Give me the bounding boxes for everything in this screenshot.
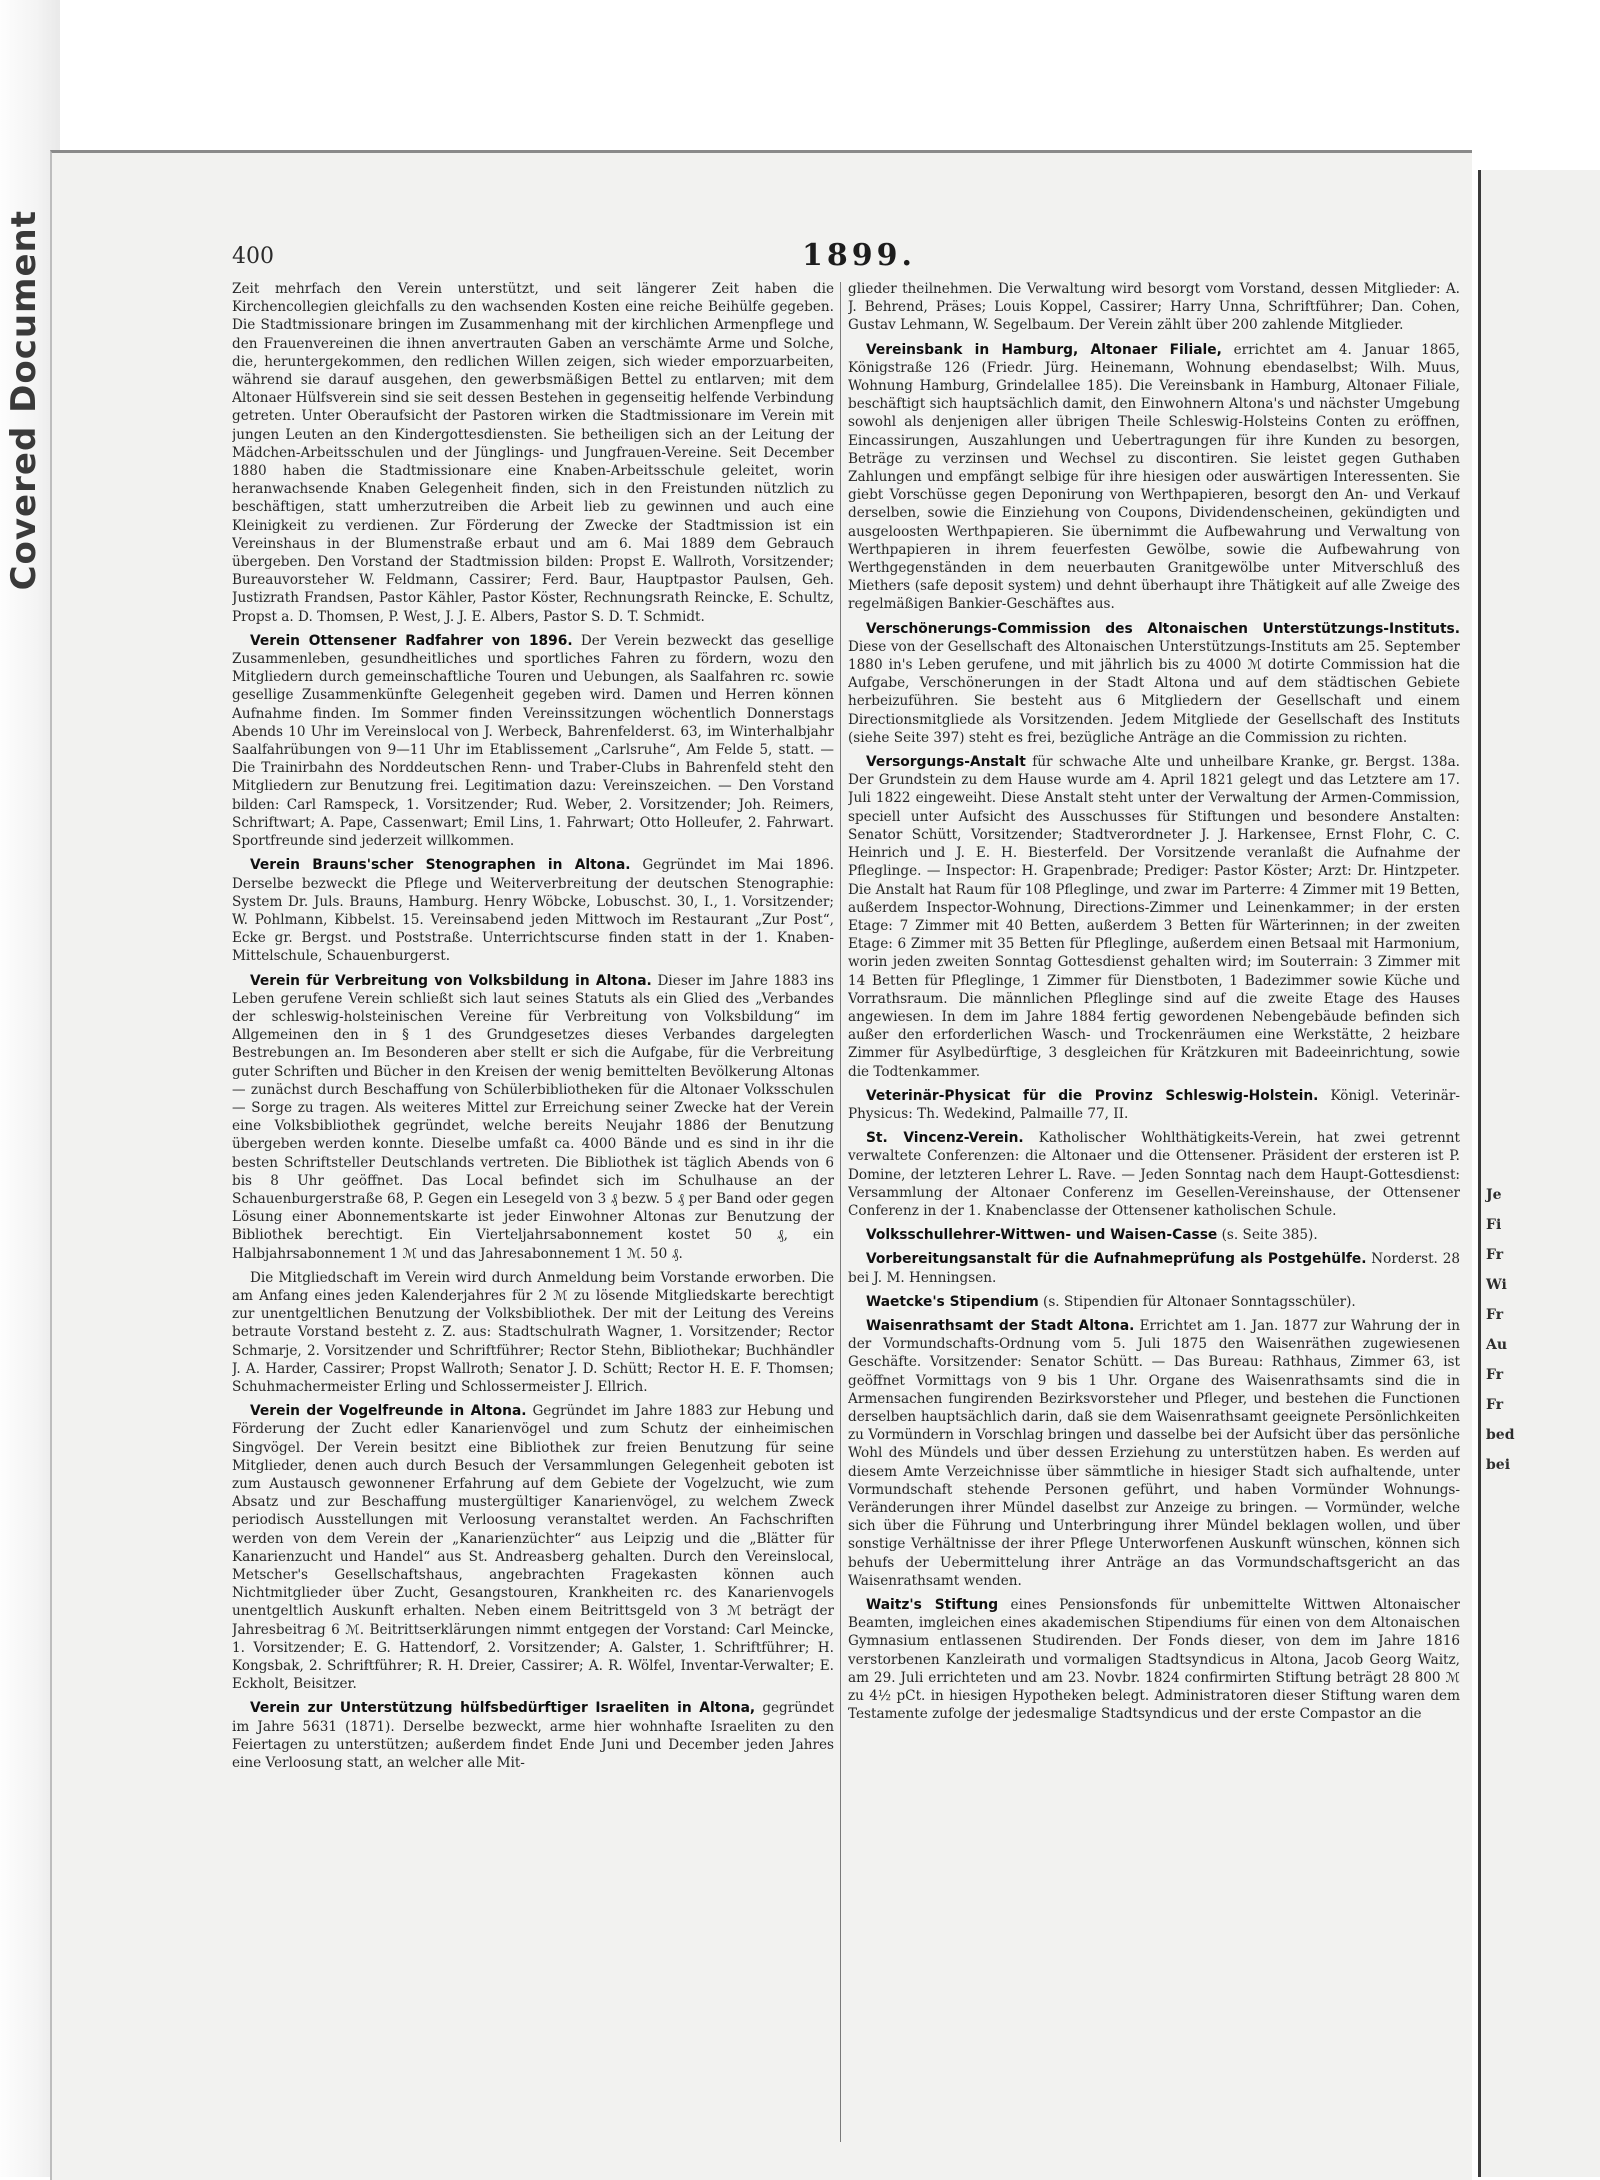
entry-heading: Verein Ottensener Radfahrer von 1896. xyxy=(250,632,573,649)
entry-vereinsbank xyxy=(848,341,1460,614)
entry-text: Königl. Veterinär-Physicus: Th. Wedekind, Palmaille 77, II. xyxy=(848,1087,1460,1122)
entry-heading: Verein Brauns'scher Stenographen in Altona. xyxy=(250,857,631,874)
entry-waisenrathsamt xyxy=(848,1317,1460,1590)
adjacent-page-strip xyxy=(1478,170,1600,2177)
entry-waisen-casse xyxy=(848,1226,1460,1244)
entry-text: Errichtet am 1. Jan. 1877 zur Wahrung der in der Vormundschafts-Ordnung vom 5. Juli 1875 den Waisenräthen zugewiesenen Geschäfte. Vorsitzender: Senator Schütt. — Das Bureau: Rathhaus, Zimmer 63, ist geöffnet Vormittags von 9 bis 1 Uhr. Organe des Waisenrathsamts sind die in Armensachen fungirenden Bezirksvorsteher und Pfleger, und bestehen die Functionen derselben hauptsächlich darin, daß sie dem Waisenrathsamt geeignete Persönlichkeiten zu Vormündern in Vorschlag bringen und dasselbe bei der Aufsicht über das persönliche Wohl des Mündels und über dessen Erziehung zu unterstützen haben. Es werden auf diesem Amte Verzeichnisse über sämmtliche in hiesiger Stadt sich aufhaltende, unter Vormundschaft stehende Personen geführt, und haben Vormünder Wohnungs-Veränderungen ihrer Mündel daselbst zur Anzeige zu bringen. — Vormünder, welche sich über die Führung und Unterbringung ihrer Mündel beklagen wollen, und über sonstige Verhältnisse der ihrer Pflege Unterworfenen Auskunft wünschen, können sich behufs der Uebermittelung ihrer Anträge an das Vormundschaftsgericht an das Waisenrathsamt wenden. xyxy=(848,1317,1460,1589)
adjacent-page-fragments xyxy=(1486,1180,1596,1480)
entry-heading: Vereinsbank in Hamburg, Altonaer Filiale, xyxy=(866,341,1222,358)
entry-heading: Waetcke's Stipendium xyxy=(866,1293,1039,1310)
entry-postgehuelfe xyxy=(848,1250,1460,1286)
left-column xyxy=(232,280,834,2150)
entry-veterinaer xyxy=(848,1087,1460,1123)
entry-text: Der Verein bezweckt das gesellige Zusammenleben, gesundheitliches und sportliches Fahren zu fördern, wozu den Mitgliedern durch gemeinschaftliche Touren und Uebungen, als Saalfahren rc. sowie gesellige Zusammenkünfte Gelegenheit gegeben wird. Damen und Herren können Aufnahme finden. Im Sommer finden Vereinssitzungen wöchentlich Donnerstags Abends 10 Uhr im Vereinslocal von J. Werbeck, Bahrenfelderst. 63, im Winterhalbjahr Saalfahrübungen von 9—11 Uhr im Etablissement „Carlsruhe“, Am Felde 5, statt. — Die Trainirbahn des Norddeutschen Renn- und Traber-Clubs in Bahrenfeld steht den Mitgliedern zur Benutzung frei. Legitimation dazu: Vereinszeichen. — Den Vorstand bilden: Carl Ramspeck, 1. Vorsitzender; Rud. Weber, 2. Vorsitzender; Joh. Reimers, Schriftwart; A. Pape, Cassenwart; Emil Lins, 1. Fahrwart; Otto Holleufer, 2. Fahrwart. Sportfreunde sind jederzeit willkommen. xyxy=(232,632,834,850)
entry-versorgungsanstalt xyxy=(848,753,1460,1081)
fragment: Au xyxy=(1486,1337,1508,1353)
entry-heading: Verschönerungs-Commission des Altonaischen Unterstützungs-Instituts. xyxy=(866,620,1460,637)
entry-volksbildung xyxy=(232,972,834,1263)
entry-text: gegründet im Jahre 5631 (1871). Derselbe bezweckt, arme hier wohnhafte Israeliten zu den Feiertagen zu unterstützen; außerdem findet Ende Juni und December jeden Jahres eine Verloosung statt, an welcher alle Mit- xyxy=(232,1700,834,1772)
entry-heading: Waisenrathsamt der Stadt Altona. xyxy=(866,1317,1135,1334)
entry-continuation xyxy=(232,280,834,626)
entry-text: Die Mitgliedschaft im Verein wird durch Anmeldung beim Vorstande erworben. Die am Anfang eines jeden Kalenderjahres für 2 ℳ zu lösende Mitgliedskarte berechtigt zur unentgeltlichen Benutzung der Volksbibliothek. Der mit der Leitung des Vereins betraute Vorstand besteht z. Z. aus: Stadtschulrath Wagner, 1. Vorsitzender; Rector Schmarje, 2. Vorsitzender und Schriftführer; Rector Stehn, Bibliothekar; Buchhändler J. A. Harder, Cassirer; Propst Wallroth; Senator J. D. Schütt; Rector H. E. F. Thomsen; Schuhmachermeister Erling und Schlossermeister J. Ellrich. xyxy=(232,1269,834,1395)
fragment: Fr xyxy=(1486,1367,1504,1383)
entry-text: eines Pensionsfonds für unbemittelte Wittwen Altonaischer Beamten, imgleichen eines akademischen Stipendiums für einen von dem Altonaischen Gymnasium entlassenen Studirenden. Der Fonds dieser, von dem im Jahre 1816 verstorbenen Kanzleirath und vormaligen Stadtsyndicus in Altona, Jacob Georg Waitz, am 29. Juli errichteten und am 23. Novbr. 1824 confirmirten Stiftung beträgt 28 800 ℳ zu 4½ pCt. in hiesigen Hypotheken belegt. Administratoren dieser Stiftung waren dem Testamente zufolge der jedesmalige Stadtsyndicus und der erste Compastor an die xyxy=(848,1597,1460,1723)
entry-waitz xyxy=(848,1596,1460,1723)
entry-heading: Vorbereitungsanstalt für die Aufnahmeprüfung als Postgehülfe. xyxy=(866,1251,1367,1268)
entry-heading: Veterinär-Physicat für die Provinz Schleswig-Holstein. xyxy=(866,1087,1319,1104)
entry-text: errichtet am 4. Januar 1865, Königstraße 126 (Friedr. Jürg. Heinemann, Wohnung ebendaselbst; Wilh. Muus, Wohnung Hamburg, Grindelallee 185). Die Vereinsbank in Hamburg, Altonaer Filiale, beschäftigt sich hauptsächlich damit, den Einwohnern Altona's und nächster Umgebung sowohl als denjenigen aller übrigen Theile Schleswig-Holsteins Conten zu eröffnen, Eincassirungen, Auszahlungen und Uebertragungen für ihre Kunden zu besorgen, Beträge zu verzinsen und Wechsel zu discontiren. Sie leistet gegen Guthaben Zahlungen und empfängt selbige für ihre hiesigen oder auswärtigen Interessenten. Sie giebt Vorschüsse gegen Deponirung von Werthpapieren, besorgt den An- und Verkauf derselben, sowie die Einziehung von Coupons, Dividendenscheinen, gekündigten und ausgeloosten Werthpapieren. Sie übernimmt die Aufbewahrung und Verwaltung von Werthpapieren in ihrem feuerfesten Gewölbe, sowie die Aufbewahrung von Werthgegenständen in dem neuerbauten Granitgewölbe unter Mitverschluß des Miethers (safe deposit system) und dehnt überhaupt ihre Thätigkeit auf alle Zweige des regelmäßigen Bankier-Geschäftes aus. xyxy=(848,341,1460,613)
right-column xyxy=(848,280,1460,2150)
fragment: bei xyxy=(1486,1457,1511,1473)
entry-israeliten xyxy=(232,1699,834,1772)
entry-heading: Verein für Verbreitung von Volksbildung in Altona. xyxy=(250,972,652,989)
entry-radfahrer xyxy=(232,632,834,850)
entry-continuation xyxy=(848,280,1460,335)
entry-heading: Versorgungs-Anstalt xyxy=(866,754,1026,771)
entry-text: Gegründet im Jahre 1883 zur Hebung und Förderung der Zucht edler Kanarienvögel und zum Schutz der einheimischen Singvögel. Der Verein besitzt eine Bibliothek zur freien Benutzung für seine Mitglieder, denen auch durch Besuch der Versammlungen Gelegenheit geboten ist zum Austausch gewonnener Erfahrung auf dem Gebiete der Vogelzucht, wie zum Absatz und zur Beschaffung mustergültiger Kanarienvögel, zu welchem Zweck periodisch Ausstellungen mit Verloosung veranstaltet werden. An Fachschriften werden von dem Verein der „Kanarienzüchter“ aus Leipzig und die „Blätter für Kanarienzucht und Handel“ aus St. Andreasberg gehalten. Durch den Vereinslocal, Metscher's Gesellschaftshaus, angebrachten Fragekasten können auch Nichtmitglieder über Zucht, Gesangstouren, Krankheiten rc. des Kanarienvogels unentgeltlich Auskunft erhalten. Neben einem Beitrittsgeld von 3 ℳ beträgt der Jahresbeitrag 6 ℳ. Beitrittserklärungen nimmt entgegen der Vorstand: Carl Meincke, 1. Vorsitzender; E. G. Hattendorf, 2. Vorsitzender; A. Galster, 1. Schriftführer; H. Kongsbak, 2. Schriftführer; R. H. Dreier, Cassirer; A. R. Wölfel, Inventar-Verwalter; E. Eckholt, Beisitzer. xyxy=(232,1403,834,1693)
entry-heading: Verein der Vogelfreunde in Altona. xyxy=(250,1403,527,1420)
entry-text: glieder theilnehmen. Die Verwaltung wird besorgt vom Vorstand, dessen Mitglieder: A. J. Behrend, Präses; Louis Koppel, Cassirer; Harry Unna, Schriftführer; Dan. Cohen, Gustav Lehmann, W. Segelbaum. Der Verein zählt über 200 zahlende Mitglieder. xyxy=(848,281,1460,334)
column-divider xyxy=(840,282,841,2142)
fragment: Fr xyxy=(1486,1307,1504,1323)
entry-text: Diese von der Gesellschaft des Altonaischen Unterstützungs-Instituts am 25. September 1880 in's Leben gerufene, und mit jährlich bis zu 4000 ℳ dotirte Commission hat die Aufgabe, Verschönerungen in der Stadt Altona und auf dem städtischen Gebiete herbeizuführen. Sie besteht aus 6 Mitgliedern der Gesellschaft und einem Directionsmitgliede als Vorsitzenden. Jedem Mitgliede der Gesellschaft des Instituts (siehe Seite 397) steht es frei, bezügliche Anträge an die Commission zu richten. xyxy=(848,638,1460,746)
entry-heading: Verein zur Unterstützung hülfsbedürftiger Israeliten in Altona, xyxy=(250,1700,756,1717)
entry-heading: St. Vincenz-Verein. xyxy=(866,1130,1024,1147)
entry-text: (s. Stipendien für Altonaer Sonntagsschüler). xyxy=(1043,1293,1356,1310)
entry-stenographen xyxy=(232,856,834,965)
entry-text: Gegründet im Mai 1896. Derselbe bezweckt die Pflege und Weiterverbreitung der deutschen Stenographie: System Dr. Juls. Brauns, Hamburg. Henry Wöbcke, Lobuschst. 30, I., 1. Vorsitzender; W. Pohlmann, Kibbelst. 15. Vereinsabend jeden Mittwoch im Restaurant „Zur Post“, Ecke gr. Bergst. und Poststraße. Unterrichtscurse finden statt in der 1. Knaben-Mittelschule, Schauenburgerst. xyxy=(232,857,834,965)
entry-text: Katholischer Wohlthätigkeits-Verein, hat zwei getrennt verwaltete Conferenzen: die Altonaer und die Ottensener. Präsident der ersteren ist P. Domine, der letzteren Lehrer L. Rave. — Jeden Sonntag nach dem Haupt-Gottesdienst: Versammlung der Altonaer Conferenz im Gesellen-Vereinshause, der Ottensener Conferenz in der 1. Knabenclasse der Ottensener katholischen Schule. xyxy=(848,1130,1460,1219)
entry-verschoenerung xyxy=(848,620,1460,747)
fragment: Fr xyxy=(1486,1397,1504,1413)
page-header xyxy=(232,238,1462,274)
fragment: bed xyxy=(1486,1427,1515,1443)
entry-text: Dieser im Jahre 1883 ins Leben gerufene Verein schließt sich laut seines Statuts als ein Glied des „Verbandes der schleswig-holsteinischen Vereine für Verbreitung von Volksbildung“ im Allgemeinen den in § 1 des Grundgesetzes dieses Verbandes dargelegten Bestrebungen an. Im Besonderen aber stellt er sich die Aufgabe, für die Verbreitung guter Schriften und Bücher in den Kreisen der wenig bemittelten Bevölkerung Altonas — zunächst durch Beschaffung von Schülerbibliotheken für die Altonaer Volksschulen — Sorge zu tragen. Als weiteres Mittel zur Erreichung seiner Zwecke hat der Verein eine Volksbibliothek gegründet, welche bereits Neujahr 1886 der Benutzung übergeben werden konnte. Dieselbe umfaßt ca. 4000 Bände und es sind in ihr die besten Schriftsteller Deutschlands vertreten. Die Bibliothek ist täglich Abends von 6 bis 8 Uhr geöffnet. Das Local befindet sich im Schulhause an der Schauenburgerstraße 68, P. Gegen ein Lesegeld von 3 ₰ bezw. 5 ₰ per Band oder gegen Lösung einer Abonnementskarte ist jeder Einwohner Altonas zur Benutzung der Bibliothek berechtigt. Ein Vierteljahrsabonnement kostet 50 ₰, ein Halbjahrsabonnement 1 ℳ und das Jahresabonnement 1 ℳ. 50 ₰. xyxy=(232,972,834,1262)
entry-text: Zeit mehrfach den Verein unterstützt, und seit längerer Zeit haben die Kirchencollegien gleichfalls zu den wachsenden Kosten eine reiche Beihülfe gegeben. Die Stadtmissionare bringen im Zusammenhang mit der kirchlichen Armenpflege und den Frauenvereinen die ihnen anvertrauten Gaben an verschämte Arme und Solche, die, heruntergekommen, den redlichen Willen zeigen, sich wieder emporzuarbeiten, während sie darauf ausgehen, den gewerbsmäßigen Bettel zu entlarven; mit dem Altonaer Hülfsverein sind sie seit dessen Bestehen in gegenseitig helfende Verbindung getreten. Unter Oberaufsicht der Pastoren wirken die Stadtmissionare im Verein mit jungen Leuten an den Kindergottesdiensten. Sie betheiligen sich an der Leitung der Mädchen-Arbeitsschulen und der Jünglings- und Jungfrauen-Vereine. Seit December 1880 haben die Stadtmissionare eine Knaben-Arbeitsschule geleitet, worin heranwachsende Knaben Gelegenheit finden, sich in den Freistunden nützlich zu beschäftigen, statt umherzutreiben die Arbeit lieb zu gewinnen und auch eine Kleinigkeit zu verdienen. Zur Förderung der Zwecke der Stadtmission ist ein Vereinshaus in der Blumenstraße erbaut und am 6. Mai 1889 dem Gebrauch übergeben. Den Vorstand der Stadtmission bilden: Propst E. Wallroth, Vorsitzender; Bureauvorsteher W. Feldmann, Cassirer; Ferd. Baur, Hauptpastor Paulsen, Geh. Justizrath Frandsen, Pastor Kähler, Pastor Köster, Rechnungsrath Reincke, E. Schultz, Propst a. D. Thomsen, P. West, J. J. E. Albers, Pastor S. D. T. Schmidt. xyxy=(232,281,834,625)
entry-vogelfreunde xyxy=(232,1402,834,1693)
entry-text: (s. Seite 385). xyxy=(1221,1227,1318,1244)
page-number: 400 xyxy=(232,244,274,269)
page-year: 1899. xyxy=(802,238,916,273)
entry-text: für schwache Alte und unheilbare Kranke, gr. Bergst. 138a. Der Grundstein zu dem Hause wurde am 4. April 1821 gelegt und das Letztere am 17. Juli 1822 eingeweiht. Diese Anstalt steht unter der Verwaltung der Armen-Commission, speciell unter Aufsicht des Ausschusses für Stiftungen und besondere Anstalten: Senator Schütt, Vorsitzender; Stadtverordneter J. J. Harkensee, Ernst Flohr, C. C. Heinrich und J. E. H. Biesterfeld. Der Vorsitzende veranlaßt die Aufnahme der Pfleglinge. — Inspector: H. Grapenbrade; Prediger: Pastor Köster; Arzt: Dr. Hintzpeter. Die Anstalt hat Raum für 108 Pfleglinge, und zwar im Parterre: 4 Zimmer mit 19 Betten, außerdem Inspector-Wohnung, Directions-Zimmer und Leinenkammer; in der ersten Etage: 7 Zimmer mit 40 Betten, außerdem 3 Betten für Wärterinnen; in der zweiten Etage: 6 Zimmer mit 35 Betten für Pfleglinge, außerdem einen Betsaal mit Harmonium, worin jeden zweiten Sonntag Gottesdienst gehalten wird; im Souterrain: 3 Zimmer mit 14 Betten für Pfleglinge, 1 Zimmer für Dienstboten, 1 Badezimmer sowie Küche und Vorrathsraum. Die männlichen Pfleglinge sind auf die zweite Etage des Hauses angewiesen. In dem im Jahre 1884 fertig gewordenen Nebengebäude befinden sich außer den erforderlichen Wasch- und Trockenräumen eine Werkstätte, 2 heizbare Zimmer für Asylbedürftige, 3 desgleichen für Krätzkuren mit Badeeinrichtung, sowie die Todtenkammer. xyxy=(848,754,1460,1080)
side-label: Covered Document xyxy=(4,210,44,591)
fragment: Fi xyxy=(1486,1217,1502,1233)
fragment: Wi xyxy=(1486,1277,1507,1293)
entry-vincenz xyxy=(848,1129,1460,1220)
fragment: Je xyxy=(1486,1187,1502,1203)
entry-heading: Waitz's Stiftung xyxy=(866,1597,999,1614)
entry-text: Norderst. 28 bei J. M. Henningsen. xyxy=(848,1251,1460,1286)
entry-volksbildung-cont xyxy=(232,1269,834,1396)
entry-waetcke xyxy=(848,1293,1460,1311)
fragment: Fr xyxy=(1486,1247,1504,1263)
entry-heading: Volksschullehrer-Wittwen- und Waisen-Casse xyxy=(866,1227,1218,1244)
